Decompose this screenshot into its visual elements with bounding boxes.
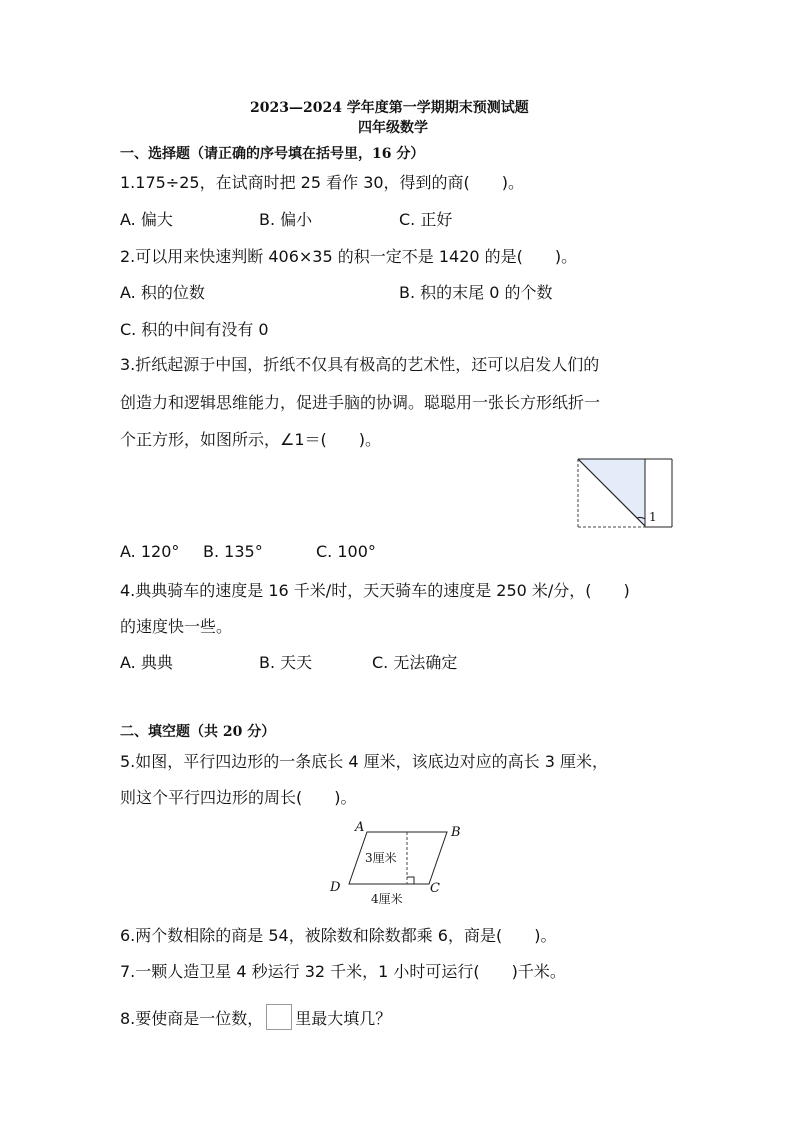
- q4-option-c: C. 无法确定: [372, 653, 458, 672]
- question-1: 1.175÷25，在试商时把 25 看作 30，得到的商( )。: [120, 173, 525, 192]
- height-label: 3厘米: [365, 851, 397, 865]
- vertex-c-label: C: [430, 881, 440, 896]
- question-3-line-1: 3.折纸起源于中国，折纸不仅具有极高的艺术性，还可以启发人们的: [120, 355, 600, 374]
- question-4-line-1: 4.典典骑车的速度是 16 千米/时，天天骑车的速度是 250 米/分，( ): [120, 581, 630, 600]
- q1-option-b: B. 偏小: [259, 210, 313, 229]
- q3-option-c: C. 100°: [316, 542, 376, 561]
- question-8-text-before: 8.要使商是一位数，: [120, 1008, 264, 1028]
- section-1-title: 一、选择题（请正确的序号填在括号里，16 分）: [120, 146, 425, 162]
- base-label: 4厘米: [371, 892, 403, 906]
- q2-option-c: C. 积的中间有没有 0: [120, 320, 269, 339]
- parallelogram: [349, 832, 447, 884]
- section-2-title: 二、填空题（共 20 分）: [120, 724, 276, 740]
- angle-1-label: 1: [649, 510, 657, 524]
- question-8-text-after: 里最大填几？: [295, 1008, 392, 1028]
- question-4-line-2: 的速度快一些。: [120, 617, 233, 636]
- q4-option-a: A. 典典: [120, 653, 173, 672]
- folded-paper-figure: [575, 457, 675, 531]
- q1-option-a: A. 偏大: [120, 210, 173, 229]
- vertex-b-label: B: [451, 825, 461, 840]
- vertex-d-label: D: [330, 880, 341, 895]
- q3-option-b: B. 135°: [203, 542, 263, 561]
- parallelogram-figure: [325, 820, 470, 910]
- question-3-line-3: 个正方形，如图所示，∠1＝( )。: [120, 430, 382, 449]
- q2-option-a: A. 积的位数: [120, 283, 205, 302]
- right-angle-mark: [407, 877, 414, 884]
- question-2: 2.可以用来快速判断 406×35 的积一定不是 1420 的是( )。: [120, 247, 578, 266]
- exam-title: 2023—2024 学年度第一学期期末预测试题: [250, 100, 529, 116]
- q2-option-b: B. 积的末尾 0 的个数: [399, 283, 553, 302]
- question-7: 7.一颗人造卫星 4 秒运行 32 千米，1 小时可运行( )千米。: [120, 962, 566, 981]
- question-5-line-2: 则这个平行四边形的周长( )。: [120, 788, 357, 807]
- question-5-line-1: 5.如图，平行四边形的一条底长 4 厘米，该底边对应的高长 3 厘米，: [120, 752, 608, 771]
- q1-option-c: C. 正好: [399, 210, 453, 229]
- answer-box[interactable]: [266, 1004, 292, 1030]
- question-6: 6.两个数相除的商是 54，被除数和除数都乘 6，商是( )。: [120, 926, 557, 945]
- exam-subtitle: 四年级数学: [358, 120, 428, 136]
- question-8: [120, 1004, 391, 1030]
- question-3-line-2: 创造力和逻辑思维能力，促进手脑的协调。聪聪用一张长方形纸折一: [120, 393, 601, 412]
- vertex-a-label: A: [355, 820, 365, 835]
- q3-option-a: A. 120°: [120, 542, 180, 561]
- q4-option-b: B. 天天: [259, 653, 313, 672]
